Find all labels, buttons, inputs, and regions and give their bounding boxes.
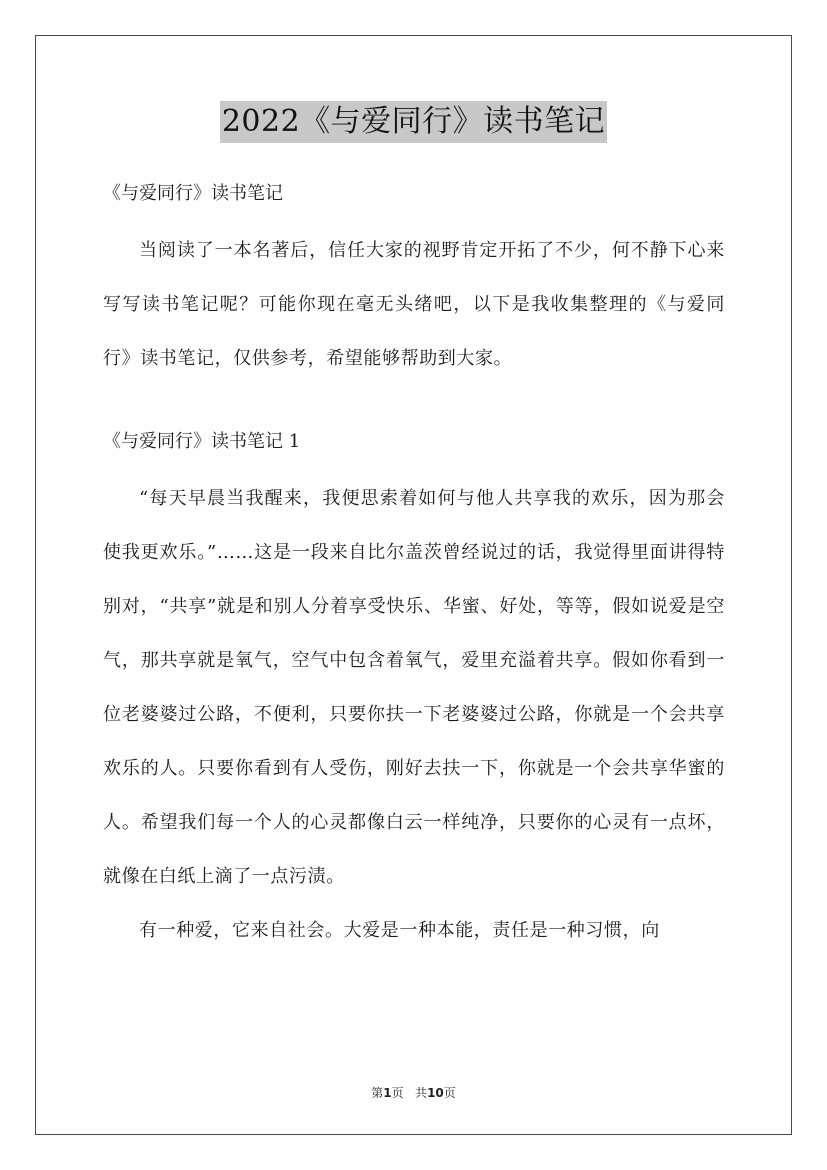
- section-heading: 《与爱同行》读书笔记 1: [103, 431, 301, 452]
- intro-paragraph: 当阅读了一本名著后，信任大家的视野肯定开拓了不少，何不静下心来写写读书笔记呢？可能你现在毫无头绪吧，以下是我收集整理的《与爱同行》读书笔记，仅供参考，希望能够帮助到大家。: [103, 240, 725, 369]
- footer-prefix: 第: [371, 1086, 384, 1100]
- footer-current-page: 1: [383, 1086, 392, 1100]
- footer-total-pages: 10: [427, 1086, 444, 1100]
- document-title: 2022《与爱同行》读书笔记: [220, 101, 607, 143]
- section-paragraph-1: “每天早晨当我醒来，我便思索着如何与他人共享我的欢乐，因为那会使我更欢乐。”……这是一段来自比尔盖茨曾经说过的话，我觉得里面讲得特别对，“共享”就是和别人分着享受快乐、华蜜、好处，等等，假如说爱是空气，那共享就是氧气，空气中包含着氧气，爱里充溢着共享。假如你看到一位老婆婆过公路，不便利，只要你扶一下老婆婆过公路，你就是一个会共享欢乐的人。只要你看到有人受伤，刚好去扶一下，你就是一个会共享华蜜的人。希望我们每一个人的心灵都像白云一样纯净，只要你的心灵有一点坏，就像在白纸上滴了一点污渍。: [103, 488, 725, 887]
- footer-total-suffix: 页: [443, 1086, 456, 1100]
- title-container: [0, 101, 827, 143]
- intro-heading: 《与爱同行》读书笔记: [103, 183, 283, 204]
- document-body: [103, 170, 725, 958]
- section-paragraph-2: 有一种爱，它来自社会。大爱是一种本能，责任是一种习惯，向: [139, 920, 660, 941]
- footer-total-prefix: 共: [415, 1086, 428, 1100]
- page-footer: [0, 1084, 827, 1101]
- footer-page-suffix: 页: [391, 1086, 404, 1100]
